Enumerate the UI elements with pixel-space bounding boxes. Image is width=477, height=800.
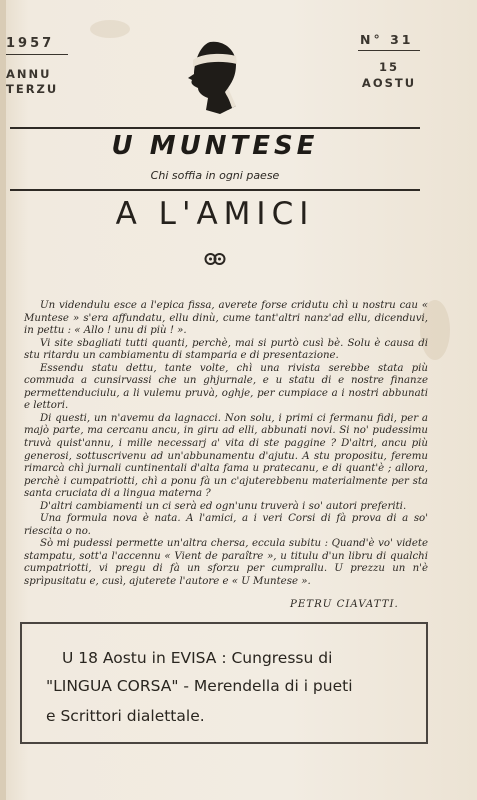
article-headline: A L'AMICI: [115, 196, 315, 232]
annu-label: ANNU: [6, 67, 52, 81]
magazine-motto: Chi soffia in ogni paese: [150, 169, 280, 182]
moor-head-emblem: [180, 36, 244, 116]
masthead-rule-top: [10, 127, 420, 129]
announcement-box: [20, 622, 428, 744]
article-paragraph: D'altri cambiamenti un ci serà ed ogn'unu truverà i so' autori preferiti.: [40, 500, 407, 512]
announcement-line: "LINGUA CORSA" - Merendella di i pueti: [46, 677, 353, 695]
article-paragraph: Una formula nova è nata. A l'amici, a i veri Corsi di fà prova di a so' riescita o no.: [24, 513, 428, 537]
article-paragraph: Vi site sbagliati tutti quanti, perchè, mai si purtò cusì bè. Solu è causa di stu ritardu un cambiamentu di stamparia e di presentazione.: [24, 337, 428, 362]
issue-day: 15: [378, 60, 399, 74]
article-paragraph: Essendu statu dettu, tante volte, chì una rivista serebbe stata più commuda a cunsirvassi che un ghjurnale, e u statu di e nostre finanze permettenduciulu, a li vulemu pruvà, oghje, per cumpiace a i nostri abbunati e lettori.: [24, 362, 428, 412]
announcement-line: e Scrittori dialettale.: [46, 707, 205, 725]
masthead-rule-bottom: [10, 189, 420, 191]
year: 1957: [6, 36, 68, 55]
article-paragraph: Di questi, un n'avemu da lagnacci. Non solu, i primi ci fermanu fidi, per a majò parte, ma cercanu ancu, in giru ad elli, abbunati novi. Si no' pudessimu truvà quist'annu, i mille necessarj a' vita di ste paggine ? D'altri, ancu più generosi, sottuscrivenu ad un'abbunamentu d'ajutu. A stu propositu, feremu rimarcà chì jurnali cuntinentali d'alta fama u pratecanu, e di quant'è ; allora, perchè i cumpatriotti, chì a ponu fà un c'ajuterebbenu materialmente per sta santa cruciata di a lingua materna ?: [24, 412, 428, 500]
article-signature: PETRU CIAVATTI.: [290, 599, 399, 610]
paper-stain: [90, 20, 130, 38]
article-paragraph: Sò mi pudessi permette un'altra chersa, eccula subitu : Quand'è vo' videte stampatu, sott'a l'accennu « Vient de paraître », u titulu d'un libru di qualchi cumpatriotti, vi pregu di fà un sforzu per cumprallu. U prezzu un n'è sprìpusitatu e, cusì, ajuterete l'autore e « U Muntese ».: [24, 538, 428, 588]
article-body: [24, 300, 428, 589]
volume-info: [6, 36, 68, 97]
announcement-line: U 18 Aostu in EVISA : Cungressu di: [62, 649, 333, 667]
article-paragraph: Un videndulu esce a l'epica fissa, averete forse cridutu chì u nostru cau « Muntese » s'era affundatu, ellu dinù, cume tant'altri nanz'ad ellu, dicenduvi, in pettu : « Allo ! unu di più ! ».: [24, 300, 428, 337]
magazine-title: U MUNTESE: [111, 131, 319, 161]
issue-info: [358, 32, 420, 90]
ornament-icon: [204, 250, 226, 268]
terzu-label: TERZU: [6, 82, 59, 96]
issue-number: N° 31: [358, 32, 420, 51]
issue-month: AOSTU: [361, 76, 417, 90]
binding-edge: [0, 0, 6, 800]
